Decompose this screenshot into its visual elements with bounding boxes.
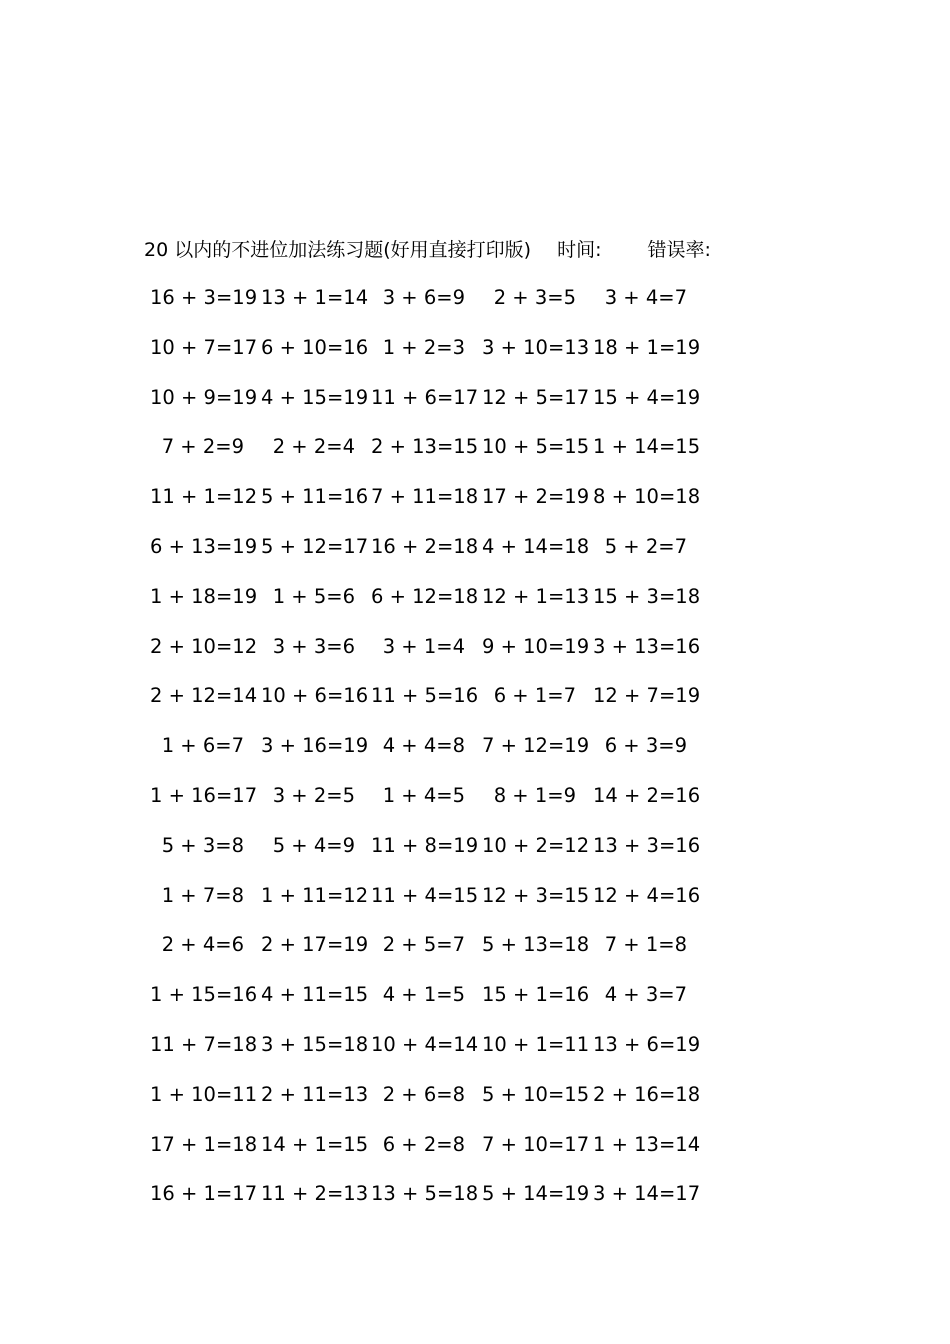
problem-row: [150, 334, 710, 384]
addition-problem: 10 + 9=19: [150, 385, 258, 409]
addition-problem: 4 + 3=7: [604, 983, 687, 1007]
addition-problem: 7 + 11=18: [371, 485, 479, 509]
addition-problem: 10 + 5=15: [482, 435, 590, 459]
problem-row: [150, 533, 710, 583]
addition-problem: 2 + 6=8: [382, 1082, 465, 1106]
addition-problem: 18 + 1=19: [593, 335, 701, 359]
page-title: 20 以内的不进位加法练习题(好用直接打印版): [144, 239, 532, 261]
addition-problem: 1 + 5=6: [272, 584, 355, 608]
addition-problem: 10 + 7=17: [150, 335, 258, 359]
addition-problem: 2 + 3=5: [493, 286, 576, 309]
addition-problem: 11 + 7=18: [150, 1032, 258, 1056]
addition-problem: 1 + 11=12: [261, 883, 369, 907]
addition-problem: 5 + 13=18: [482, 933, 590, 957]
addition-problem: 15 + 4=19: [593, 385, 701, 409]
addition-problem: 11 + 8=19: [371, 833, 479, 857]
addition-problem: 11 + 5=16: [371, 684, 479, 708]
problem-row: [150, 483, 710, 533]
addition-problem: 4 + 4=8: [382, 734, 465, 758]
addition-problem: 10 + 1=11: [482, 1032, 590, 1056]
addition-problem: 14 + 1=15: [261, 1132, 369, 1156]
addition-problem: 15 + 1=16: [482, 983, 590, 1007]
addition-problem: 5 + 4=9: [272, 833, 355, 857]
addition-problem: 3 + 4=7: [604, 286, 687, 309]
addition-problem: 7 + 12=19: [482, 734, 590, 758]
addition-problem: 11 + 6=17: [371, 385, 479, 409]
addition-problem: 12 + 5=17: [482, 385, 590, 409]
time-label: 时间:: [557, 239, 602, 261]
problem-row: [150, 583, 710, 633]
addition-problem: 3 + 16=19: [261, 734, 369, 758]
problem-row: [150, 284, 710, 334]
addition-problem: 4 + 14=18: [482, 534, 590, 558]
addition-problem: 13 + 1=14: [261, 286, 369, 309]
addition-problem: 2 + 2=4: [272, 435, 355, 459]
addition-problem: 6 + 2=8: [382, 1132, 465, 1156]
addition-problem: 3 + 10=13: [482, 335, 590, 359]
addition-problem: 14 + 2=16: [593, 783, 701, 807]
addition-problem: 2 + 13=15: [371, 435, 479, 459]
addition-problem: 2 + 4=6: [161, 933, 244, 957]
addition-problem: 3 + 15=18: [261, 1032, 369, 1056]
addition-problem: 3 + 2=5: [272, 783, 355, 807]
addition-problem: 10 + 4=14: [371, 1032, 479, 1056]
addition-problem: 3 + 6=9: [382, 286, 465, 309]
addition-problem: 2 + 11=13: [261, 1082, 369, 1106]
problem-row: [150, 1031, 710, 1081]
addition-problem: 3 + 3=6: [272, 634, 355, 658]
addition-problem: 1 + 16=17: [150, 783, 258, 807]
addition-problem: 5 + 14=19: [482, 1182, 590, 1206]
addition-problem: 5 + 3=8: [161, 833, 244, 857]
addition-problem: 6 + 12=18: [371, 584, 479, 608]
problem-row: [150, 732, 710, 782]
addition-problem: 12 + 7=19: [593, 684, 701, 708]
addition-problem: 4 + 11=15: [261, 983, 369, 1007]
problem-row: [150, 981, 710, 1031]
addition-problem: 2 + 16=18: [593, 1082, 701, 1106]
addition-problem: 3 + 1=4: [382, 634, 465, 658]
problem-row: [150, 931, 710, 981]
problem-row: [150, 1081, 710, 1131]
addition-problem: 5 + 10=15: [482, 1082, 590, 1106]
addition-problem: 13 + 5=18: [371, 1182, 479, 1206]
addition-problem: 15 + 3=18: [593, 584, 701, 608]
problem-row: [150, 384, 710, 434]
addition-problem: 1 + 6=7: [161, 734, 244, 758]
addition-problem: 6 + 3=9: [604, 734, 687, 758]
addition-problem: 2 + 17=19: [261, 933, 369, 957]
problem-row: [150, 1131, 710, 1181]
addition-problem: 1 + 10=11: [150, 1082, 258, 1106]
problem-row: [150, 433, 710, 483]
addition-problem: 2 + 12=14: [150, 684, 258, 708]
addition-problem: 4 + 1=5: [382, 983, 465, 1007]
addition-problem: 3 + 14=17: [593, 1182, 701, 1206]
addition-problem: 10 + 6=16: [261, 684, 369, 708]
problem-row: [150, 832, 710, 882]
problem-row: [150, 633, 710, 683]
addition-problem: 8 + 1=9: [493, 783, 576, 807]
addition-problem: 16 + 1=17: [150, 1182, 258, 1206]
addition-problem: 2 + 5=7: [382, 933, 465, 957]
addition-problem: 2 + 10=12: [150, 634, 258, 658]
addition-problem: 7 + 10=17: [482, 1132, 590, 1156]
addition-problem: 4 + 15=19: [261, 385, 369, 409]
problem-row: [150, 682, 710, 732]
problem-row: [150, 882, 710, 932]
addition-problem: 5 + 12=17: [261, 534, 369, 558]
addition-problem: 5 + 2=7: [604, 534, 687, 558]
addition-problem: 1 + 15=16: [150, 983, 258, 1007]
addition-problem: 16 + 3=19: [150, 286, 258, 309]
addition-problem: 1 + 2=3: [382, 335, 465, 359]
addition-problem: 5 + 11=16: [261, 485, 369, 509]
addition-problem: 9 + 10=19: [482, 634, 590, 658]
addition-problem: 12 + 3=15: [482, 883, 590, 907]
addition-problem: 10 + 2=12: [482, 833, 590, 857]
addition-problem: 6 + 13=19: [150, 534, 258, 558]
problem-grid: [150, 284, 710, 1230]
addition-problem: 3 + 13=16: [593, 634, 701, 658]
addition-problem: 17 + 1=18: [150, 1132, 258, 1156]
addition-problem: 6 + 10=16: [261, 335, 369, 359]
addition-problem: 13 + 3=16: [593, 833, 701, 857]
addition-problem: 1 + 7=8: [161, 883, 244, 907]
addition-problem: 1 + 18=19: [150, 584, 258, 608]
addition-problem: 6 + 1=7: [493, 684, 576, 708]
addition-problem: 16 + 2=18: [371, 534, 479, 558]
error-rate-label: 错误率:: [647, 239, 711, 261]
problem-row: [150, 1180, 710, 1230]
worksheet-header: [144, 236, 711, 264]
addition-problem: 8 + 10=18: [593, 485, 701, 509]
addition-problem: 7 + 1=8: [604, 933, 687, 957]
addition-problem: 1 + 4=5: [382, 783, 465, 807]
addition-problem: 13 + 6=19: [593, 1032, 701, 1056]
addition-problem: 12 + 4=16: [593, 883, 701, 907]
addition-problem: 11 + 1=12: [150, 485, 258, 509]
addition-problem: 12 + 1=13: [482, 584, 590, 608]
addition-problem: 1 + 14=15: [593, 435, 701, 459]
addition-problem: 7 + 2=9: [161, 435, 244, 459]
addition-problem: 1 + 13=14: [593, 1132, 701, 1156]
addition-problem: 11 + 2=13: [261, 1182, 369, 1206]
addition-problem: 11 + 4=15: [371, 883, 479, 907]
problem-row: [150, 782, 710, 832]
addition-problem: 17 + 2=19: [482, 485, 590, 509]
